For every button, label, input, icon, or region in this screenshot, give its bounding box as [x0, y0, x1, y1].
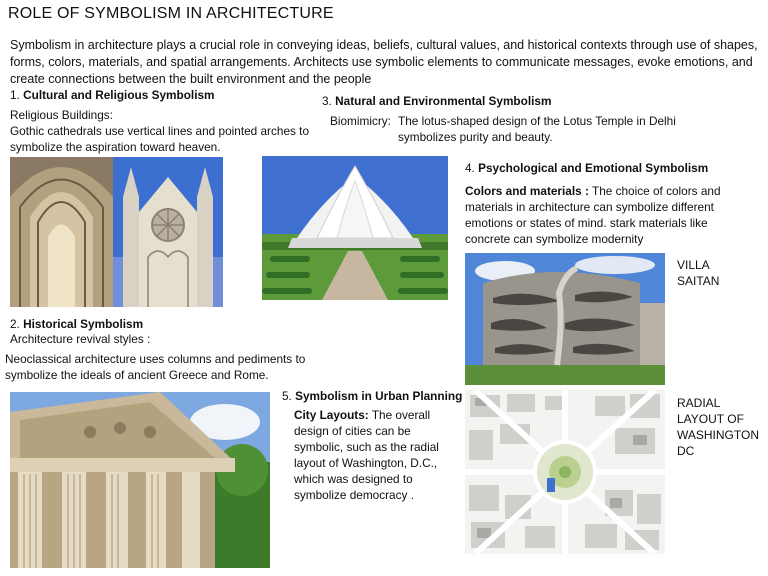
section-5-body: The overall design of cities can be symbolic, such as the radial layout of Washington, D.C., which was designed to symbolize democracy . [294, 408, 439, 502]
intro-paragraph: Symbolism in architecture plays a crucial role in conveying ideas, beliefs, cultural values, and historical contexts through use of shapes, forms, colors, materials, and spatial arrangements. Architects use symbolic elements to communicate messages, evoke emotions, and create connections between the built environment and the people [10, 38, 758, 86]
section-2-number: 2. [10, 317, 20, 331]
section-4-number: 4. [465, 161, 475, 175]
villa-saitan-image [465, 253, 665, 385]
section-5-number: 5. [282, 389, 292, 403]
section-5-text [294, 407, 444, 503]
section-5-label: City Layouts: [294, 408, 369, 422]
section-1-number: 1. [10, 88, 20, 102]
washington-map-caption: RADIAL LAYOUT OF WASHINGTON DC [677, 396, 760, 458]
section-3-label: Biomimicry: [330, 114, 391, 128]
section-4-label: Colors and materials : [465, 184, 589, 198]
section-5-heading [282, 388, 472, 404]
gothic-vault-image [10, 157, 113, 307]
section-1-body: Gothic cathedrals use vertical lines and pointed arches to symbolize the aspiration toward heaven. [10, 124, 310, 154]
gothic-facade-image [113, 157, 223, 307]
section-2-body: Neoclassical architecture uses columns and pediments to symbolize the ideals of ancient Greece and Rome. [5, 352, 306, 382]
section-5-title: Symbolism in Urban Planning [295, 389, 463, 403]
villa-saitan-caption: VILLA SAITAN [677, 258, 720, 288]
neoclassical-building-image [10, 392, 270, 568]
lotus-temple-image [262, 156, 448, 300]
section-3-title: Natural and Environmental Symbolism [335, 94, 552, 108]
washington-radial-map-image [465, 390, 665, 554]
section-1-subheading: Religious Buildings: [10, 108, 113, 122]
section-3-heading [322, 93, 622, 109]
section-2-title: Historical Symbolism [23, 317, 144, 331]
section-3-body: The lotus-shaped design of the Lotus Temple in Delhi symbolizes purity and beauty. [398, 114, 676, 144]
section-4-text [465, 183, 735, 247]
section-1-title: Cultural and Religious Symbolism [23, 88, 215, 102]
section-2-subheading: Architecture revival styles : [10, 332, 151, 346]
section-1-heading [10, 87, 310, 103]
section-3-number: 3. [322, 94, 332, 108]
page-title: ROLE OF SYMBOLISM IN ARCHITECTURE [8, 5, 334, 22]
section-2-heading [10, 316, 310, 332]
section-4-body: The choice of colors and materials in architecture can symbolize different emotions or states of mind. stark materials like concrete can symbolize modernity [465, 184, 721, 246]
section-4-heading [465, 160, 765, 176]
section-4-title: Psychological and Emotional Symbolism [478, 161, 709, 175]
